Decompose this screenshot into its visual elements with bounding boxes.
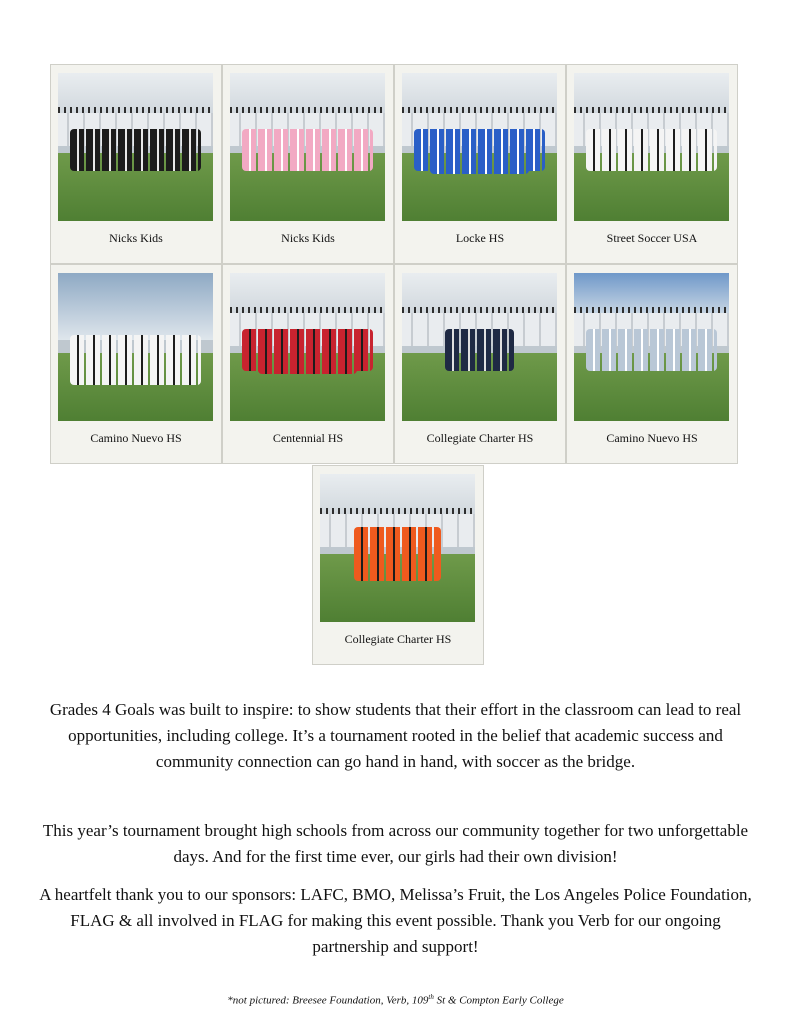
photo-caption-4: Street Soccer USA <box>606 231 698 245</box>
paragraph-sponsors: A heartfelt thank you to our sponsors: LAFC, BMO, Melissa’s Fruit, the Los Angeles Police Foundation, FLAG & all involved in FLAG for making this event possible. Thank you Verb for our ongoing partnership and support! <box>39 885 752 956</box>
photo-card-2 <box>222 64 394 264</box>
team-photo-8 <box>574 273 729 421</box>
photo-card-3 <box>394 64 566 264</box>
team-photo-3 <box>402 73 557 221</box>
photo-card-5 <box>50 264 222 464</box>
photo-card-8 <box>566 264 738 464</box>
photo-row-1 <box>50 64 740 264</box>
photo-card-4 <box>566 64 738 264</box>
photo-caption-9: Collegiate Charter HS <box>344 632 452 646</box>
photo-card-6 <box>222 264 394 464</box>
team-photo-9 <box>320 474 475 622</box>
photo-card-9 <box>312 465 484 665</box>
team-photo-4 <box>574 73 729 221</box>
paragraph-mission: Grades 4 Goals was built to inspire: to show students that their effort in the classroom can lead to real opportunities, including college. It’s a tournament rooted in the belief that academic success and community connection can go hand in hand, with soccer as the bridge. <box>49 700 742 771</box>
team-photo-6 <box>230 273 385 421</box>
footnote-text-end: St & Compton Early College <box>433 994 564 1007</box>
photo-caption-5: Camino Nuevo HS <box>90 431 182 445</box>
team-photo-7 <box>402 273 557 421</box>
team-photo-5 <box>58 273 213 421</box>
footnote-superscript: th <box>428 993 434 1001</box>
photo-grid <box>50 64 740 464</box>
team-photo-2 <box>230 73 385 221</box>
photo-caption-1: Nicks Kids <box>109 231 163 245</box>
photo-caption-7: Collegiate Charter HS <box>426 431 534 445</box>
photo-caption-6: Centennial HS <box>272 431 344 445</box>
photo-card-7 <box>394 264 566 464</box>
photo-caption-2: Nicks Kids <box>281 231 335 245</box>
team-photo-1 <box>58 73 213 221</box>
photo-caption-3: Locke HS <box>455 231 505 245</box>
footnote <box>0 993 791 1007</box>
photo-row-2 <box>50 264 740 464</box>
paragraph-tournament: This year’s tournament brought high schools from across our community together for two unforgettable days. And for the first time ever, our girls had their own division! <box>42 821 749 866</box>
photo-card-1 <box>50 64 222 264</box>
photo-caption-8: Camino Nuevo HS <box>606 431 698 445</box>
footnote-text: *not pictured: Breesee Foundation, Verb, 109 <box>227 994 429 1007</box>
